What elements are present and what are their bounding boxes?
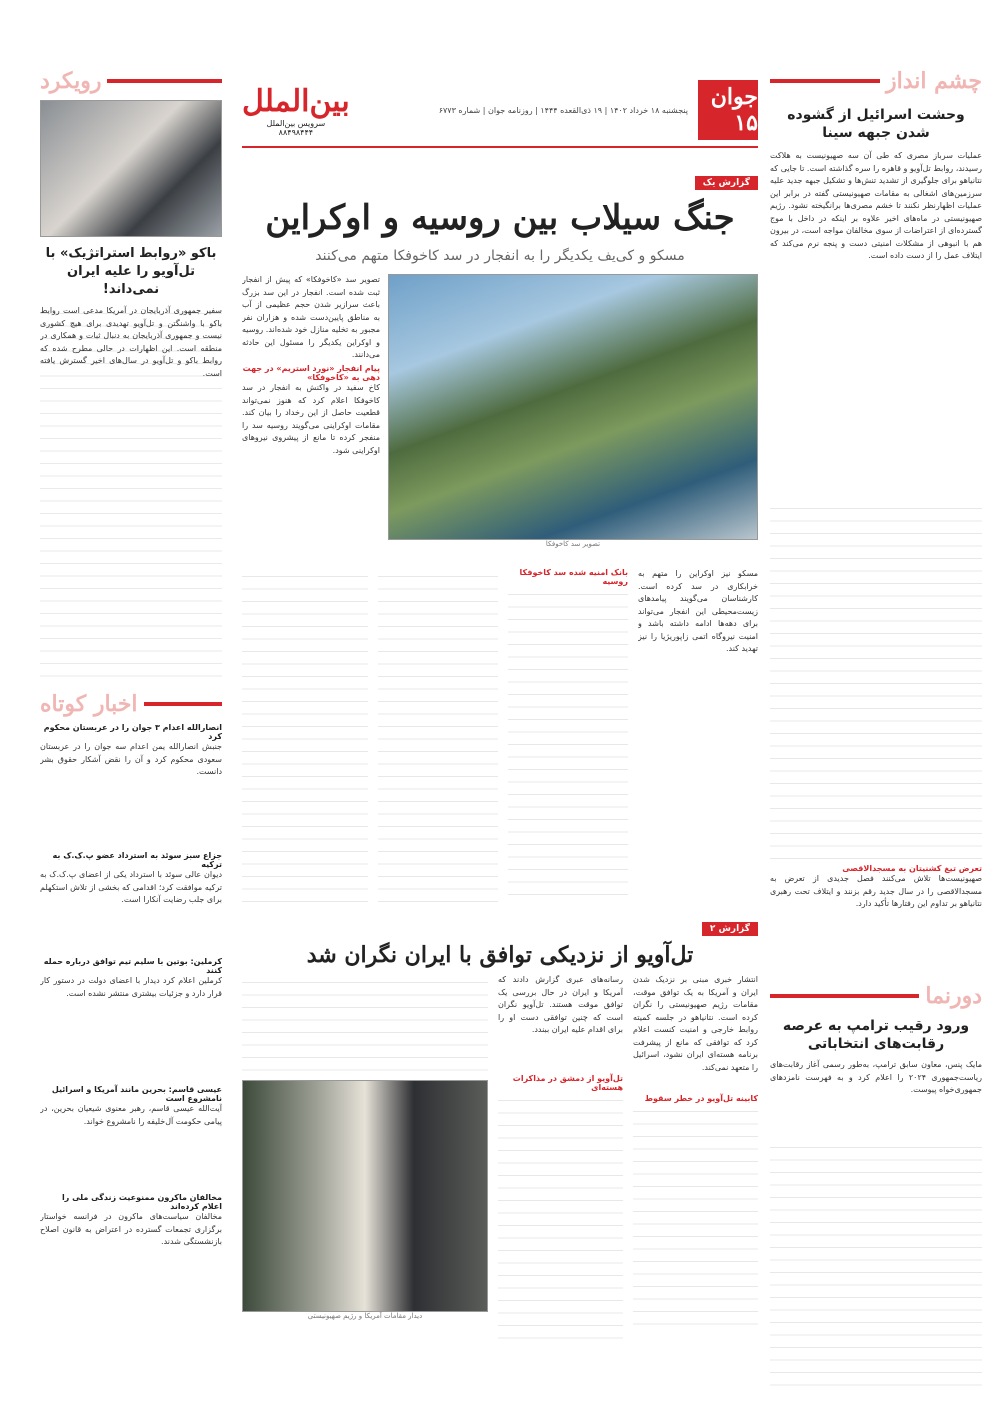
news-title: جزاع سبز سوئد به استرداد عضو پ.ک.ک به ترکیه	[52, 851, 222, 869]
news-item-3	[40, 957, 222, 1085]
dam-photo	[388, 274, 758, 540]
article-title-left: باکو «روابط استراتژیک» با تل‌آویو را علیه ایران نمی‌داند!	[45, 246, 217, 297]
second-subhead: کابینه تل‌آویو در خطر سقوط	[644, 1094, 758, 1103]
news-item-2	[40, 851, 222, 957]
news-title: مخالفان ماکرون ممنوعیت زندگی ملی را اعلام کرده‌اند	[61, 1193, 222, 1211]
article-body-left: سفیر جمهوری آذربایجان در آمریکا مدعی است روابط باکو با واشنگتن و تل‌آویو تهدیدی برای هیچ کشوری نیست و جمهوری آذربایجان به دنبال ثبات و همکاری در منطقه است. این اظهارات در حالی مطرح شده که روابط باکو و تل‌آویو در سال‌های اخیر گسترش یافته است.	[40, 305, 222, 685]
article-title: وحشت اسرائیل از گشوده شدن جبهه سینا	[787, 107, 965, 141]
section-label: چشم انداز	[885, 68, 982, 94]
section-label-2: دورنما	[925, 983, 982, 1009]
news-title: کرملین: بوتین با سلیم تیم توافق درباره حمله کنند	[43, 957, 222, 975]
section-label-left: رویکرد	[40, 68, 102, 94]
story-col-3	[378, 568, 498, 908]
news-body: دیوان عالی سوئد با استرداد یکی از اعضای پ.ک.ک به ترکیه موافقت کرد؛ اقدامی که بخشی از تلاش استکهلم برای جلب رضایت آنکارا است.	[40, 870, 222, 904]
story-col-1: مسکو نیز اوکراین را متهم به خرابکاری در سد کرده است. کارشناسان می‌گویند پیامدهای زیست‌محیطی این انفجار می‌تواند برای دهه‌ها ادامه داشته باشد و امنیت نیروگاه اتمی زاپوریژیا را نیز تهدید کند.	[638, 569, 758, 653]
report-kicker-2: گزارش ۲	[702, 922, 758, 936]
main-photo	[388, 274, 758, 562]
main-headline: جنگ سیلاب بین روسیه و اوکراین	[265, 198, 735, 238]
article-body-2: صهیونیست‌ها تلاش می‌کنند فصل جدیدی از تعرض به مسجدالاقصی را در سال جدید رقم بزنند و ایتلاف تحت رهبری نتانیاهو بر تداوم این رفتارها تأکید دارد.	[770, 874, 982, 908]
section-sub: سرویس بین‌الملل	[266, 118, 326, 128]
section-rule	[770, 79, 880, 83]
news-body: کرملین اعلام کرد دیدار با اعضای دولت در دستور کار قرار دارد و جزئیات بیشتری منتشر نشده است.	[40, 976, 222, 998]
story-col-2	[508, 568, 628, 908]
second-body-e: رسانه‌های عبری گزارش دادند که آمریکا و ایران در حال بررسی یک توافق موقت هستند. تل‌آویو نگران است که چنین توافقی دست او را برای اقدام علیه ایران ببندد.	[498, 975, 623, 1034]
photo2-caption: دیدار مقامات آمریکا و رژیم صهیونیستی	[307, 1312, 423, 1320]
article-body-cont	[770, 500, 982, 860]
main-story	[242, 274, 758, 562]
brand-logo: جوان ۱۵	[698, 80, 758, 140]
second-col-2	[498, 974, 623, 1342]
second-col-1	[633, 974, 758, 1342]
section-bar-doornama	[770, 983, 982, 1009]
masthead	[242, 74, 758, 148]
section-bar-cheshmandaz	[770, 68, 982, 94]
news-item-4	[40, 1085, 222, 1193]
dateline: پنجشنبه ۱۸ خرداد ۱۴۰۲ | ۱۹ ذی‌القعده ۱۴۴۴ | روزنامه جوان | شماره ۶۷۷۳	[438, 105, 688, 115]
second-body-d: انتشار خبری مبنی بر نزدیک شدن ایران و آمریکا به یک توافق موقت، مقامات رژیم صهیونیستی را نگران کرده است. نتانیاهو در جلسه کمیته روابط خارجی و امنیت کنست اعلام کرد که توافقی که مانع از پیشرفت برنامه هسته‌ای ایران نشود، اسرائیل را متعهد نمی‌کند.	[633, 975, 758, 1072]
section-rule-left	[107, 79, 222, 83]
news-title: عیسی قاسم: بحرین مانند آمریکا و اسرائیل نامشروع است	[51, 1085, 222, 1103]
left-column	[40, 0, 222, 1311]
main-subtitle: مسکو و کی‌یف یکدیگر را به انفجار در سد کاخوفکا متهم می‌کنند	[315, 248, 685, 264]
news-title: انصارالله اعدام ۳ جوان را در عربستان محکوم کرد	[43, 723, 222, 741]
section-rule-2	[770, 994, 919, 998]
second-story	[242, 974, 758, 1342]
second-col-photo	[242, 974, 488, 1342]
second-headline: تل‌آویو از نزدیکی توافق با ایران نگران شد	[306, 942, 694, 968]
story-body-b: کاخ سفید در واکنش به انفجار در سد کاخوفکا اعلام کرد که هنوز نمی‌تواند قطعیت حاصل از این رخداد را بیان کند. مقامات اوکراینی می‌گویند روسیه سد را منفجر کرده تا مانع از پیشروی نیروهای اوکراینی شود.	[242, 383, 380, 455]
article-body: عملیات سرباز مصری که طی آن سه صهیونیست به هلاکت رسیدند، روابط تل‌آویو و قاهره را سره گذاشته است. تا جایی که نتانیاهو برای جلوگیری از تشدید تنش‌ها و تشکیل جبهه جدید علیه سرزمین‌های اشغالی به مقامات صهیونیستی گفته در برابر این عملیات اظهارنظر نکنند تا خشم مصری‌ها برانگیخته نشود. رژیم صهیونیستی در ماه‌های اخیر علاوه بر اینکه در داخل با موج گسترده‌ای از اعتراضات از سوی مخالفان مواجه است، در بیرون هم با انبوهی از مشکلات امنیتی دست و پنجه نرم می‌کند که ایتلاف عمل را از دست داده است.	[770, 151, 982, 260]
news-body: جنبش انصارالله یمن اعدام سه جوان را در عربستان سعودی محکوم کرد و آن را نقض آشکار حقوق بشر دانست.	[40, 742, 222, 776]
section-phone: ۸۸۴۹۸۴۴۴	[278, 127, 314, 137]
main-column	[242, 0, 758, 1342]
section-rule-left-2	[144, 702, 222, 706]
second-col-1-cont	[633, 1103, 758, 1333]
second-col-2-cont	[498, 1092, 623, 1342]
section-masthead	[242, 84, 350, 137]
section-bar-akhbar	[40, 691, 222, 717]
photo-caption: تصویر سد کاخوفکا	[545, 540, 601, 548]
story-subhead-2: بانک امنیه شده سد کاخوفکا روسیه	[519, 568, 628, 586]
news-body: مخالفان سیاست‌های ماکرون در فرانسه خواستار برگزاری تجمعات گسترده در اعتراض به قانون اصلاح بازنشستگی شدند.	[40, 1212, 222, 1246]
report-kicker: گزارش یک	[695, 176, 758, 190]
news-item-1	[40, 723, 222, 851]
article-body-3: مایک پنس، معاون سابق ترامپ، به‌طور رسمی آغاز رقابت‌های ریاست‌جمهوری ۲۰۲۴ را اعلام کرد و به فهرست نامزدهای جمهوری‌خواه پیوست.	[770, 1060, 982, 1094]
story-col-2-body	[508, 586, 628, 906]
right-column	[770, 0, 982, 1389]
main-story-text	[242, 274, 380, 562]
story-subhead: پیام انفجار «نورد استریم» در جهت دهی به «کاخوفکا»	[242, 364, 380, 382]
main-story-columns	[242, 568, 758, 908]
section-title: بین‌الملل	[242, 83, 350, 119]
section-bar-roykard	[40, 68, 222, 94]
second-col-3-text	[242, 974, 488, 1074]
section-label-left-2: اخبار کوتاه	[40, 691, 138, 717]
story-body-a: تصویر سد «کاخوفکا» که پیش از انفجار ثبت شده است. انفجار در این سد بزرگ باعث سرازیر شدن حجم عظیمی از آب به مناطق پایین‌دست شده و هزاران نفر مجبور به تخلیه منازل خود شده‌اند. روسیه و اوکراین یکدیگر را مسئول این حادثه می‌دانند.	[242, 275, 380, 359]
second-subhead-2: تل‌آویو از دمشق در مذاکرات هسته‌ای	[512, 1074, 623, 1092]
officials-photo	[242, 1080, 488, 1312]
article-body-3-cont	[770, 1139, 982, 1389]
news-photo-leaders	[40, 100, 222, 237]
article-title-2: ورود رقیب ترامپ به عرصه رقابت‌های انتخاباتی	[782, 1018, 970, 1052]
news-body: آیت‌الله عیسی قاسم، رهبر معنوی شیعیان بحرین، در پیامی حکومت آل‌خلیفه را نامشروع خواند.	[40, 1104, 222, 1126]
article-subhead: تعرض تیغ کشنیتان به مسجدالاقصی	[842, 864, 982, 873]
story-col-4	[242, 568, 368, 908]
news-item-5	[40, 1193, 222, 1311]
